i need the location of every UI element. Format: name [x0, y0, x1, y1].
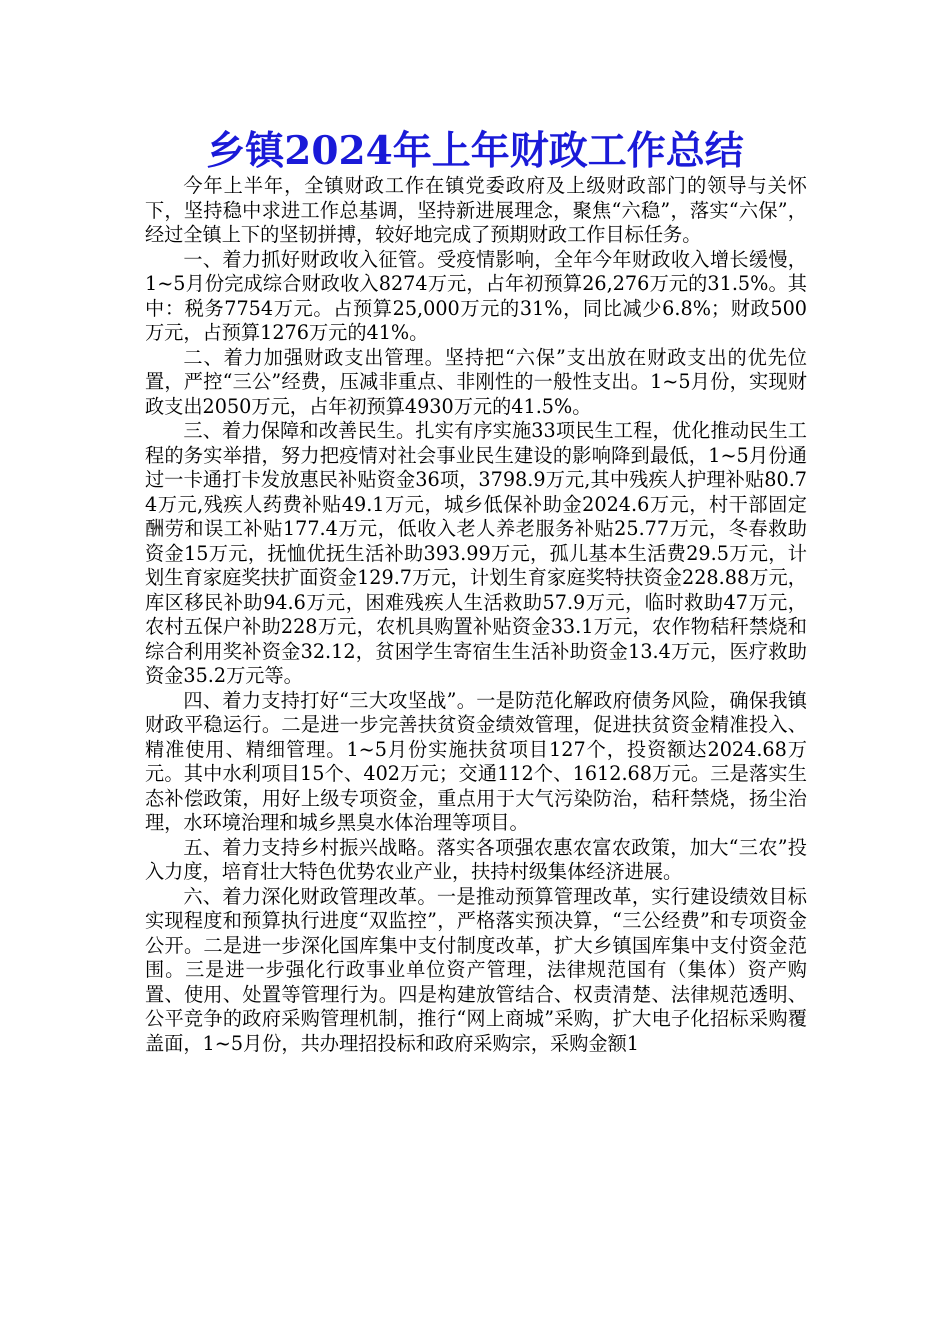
paragraph-livelihood: 三、着力保障和改善民生。扎实有序实施33项民生工程，优化推动民生工程的务实举措，努力把疫情对社会事业民生建设的影响降到最低，1~5月份通过一卡通打卡发放惠民补贴资金36项，3798.9万元,其中残疾人护理补贴80.74万元,残疾人药费补贴49.1万元，城乡低保补助金2024.6万元，村干部固定酬劳和误工补贴177.4万元，低收入老人养老服务补贴25.77万元，冬春救助资金15万元，抚恤优抚生活补助393.99万元，孤儿基本生活费29.5万元，计划生育家庭奖扶扩面资金129.7万元，计划生育家庭奖特扶资金228.88万元，库区移民补助94.6万元，困难残疾人生活救助57.9万元，临时救助47万元，农村五保户补助228万元，农机具购置补贴资金33.1万元，农作物秸秆禁烧和综合利用奖补资金32.12，贫困学生寄宿生生活补助资金13.4万元，医疗救助资金35.2万元等。 — [145, 419, 807, 687]
paragraph-expenditure: 二、着力加强财政支出管理。坚持把“六保”支出放在财政支出的优先位置，严控“三公”经费，压减非重点、非刚性的一般性支出。1~5月份，实现财政支出2050万元，占年初预算4930万元的41.5%。 — [145, 345, 807, 418]
document-title: 乡镇2024年上年财政工作总结 — [206, 128, 744, 174]
paragraph-revenue: 一、着力抓好财政收入征管。受疫情影响，全年今年财政收入增长缓慢，1~5月份完成综合财政收入8274万元，占年初预算26,276万元的31.5%。其中：税务7754万元。占预算25,000万元的31%，同比减少6.8%；财政500万元，占预算1276万元的41%。 — [145, 247, 807, 344]
paragraph-three-battles: 四、着力支持打好“三大攻坚战”。一是防范化解政府债务风险，确保我镇财政平稳运行。二是进一步完善扶贫资金绩效管理，促进扶贫资金精准投入、精准使用、精细管理。1~5月份实施扶贫项目127个，投资额达2024.68万元。其中水利项目15个、402万元；交通112个、1612.68万元。三是落实生态补偿政策，用好上级专项资金，重点用于大气污染防治，秸秆禁烧，扬尘治理，水环境治理和城乡黑臭水体治理等项目。 — [145, 688, 807, 834]
paragraph-rural-revitalization: 五、着力支持乡村振兴战略。落实各项强农惠农富农政策，加大“三农”投入力度，培育壮大特色优势农业产业，扶持村级集体经济进展。 — [145, 835, 807, 883]
paragraph-intro: 今年上半年，全镇财政工作在镇党委政府及上级财政部门的领导与关怀下，坚持稳中求进工作总基调，坚持新进展理念，聚焦“六稳”，落实“六保”，经过全镇上下的坚韧拼搏，较好地完成了预期财政工作目标任务。 — [145, 174, 807, 246]
document-body — [145, 174, 807, 1056]
paragraph-reform: 六、着力深化财政管理改革。一是推动预算管理改革，实行建设绩效目标实现程度和预算执行进度“双监控”，严格落实预决算，“三公经费”和专项资金公开。二是进一步深化国库集中支付制度改革，扩大乡镇国库集中支付资金范围。三是进一步强化行政事业单位资产管理，法律规范国有（集体）资产购置、使用、处置等管理行为。四是构建放管结合、权责清楚、法律规范透明、公平竞争的政府采购管理机制，推行“网上商城”采购，扩大电子化招标采购覆盖面，1~5月份，共办理招投标和政府采购宗，采购金额1 — [145, 884, 807, 1055]
